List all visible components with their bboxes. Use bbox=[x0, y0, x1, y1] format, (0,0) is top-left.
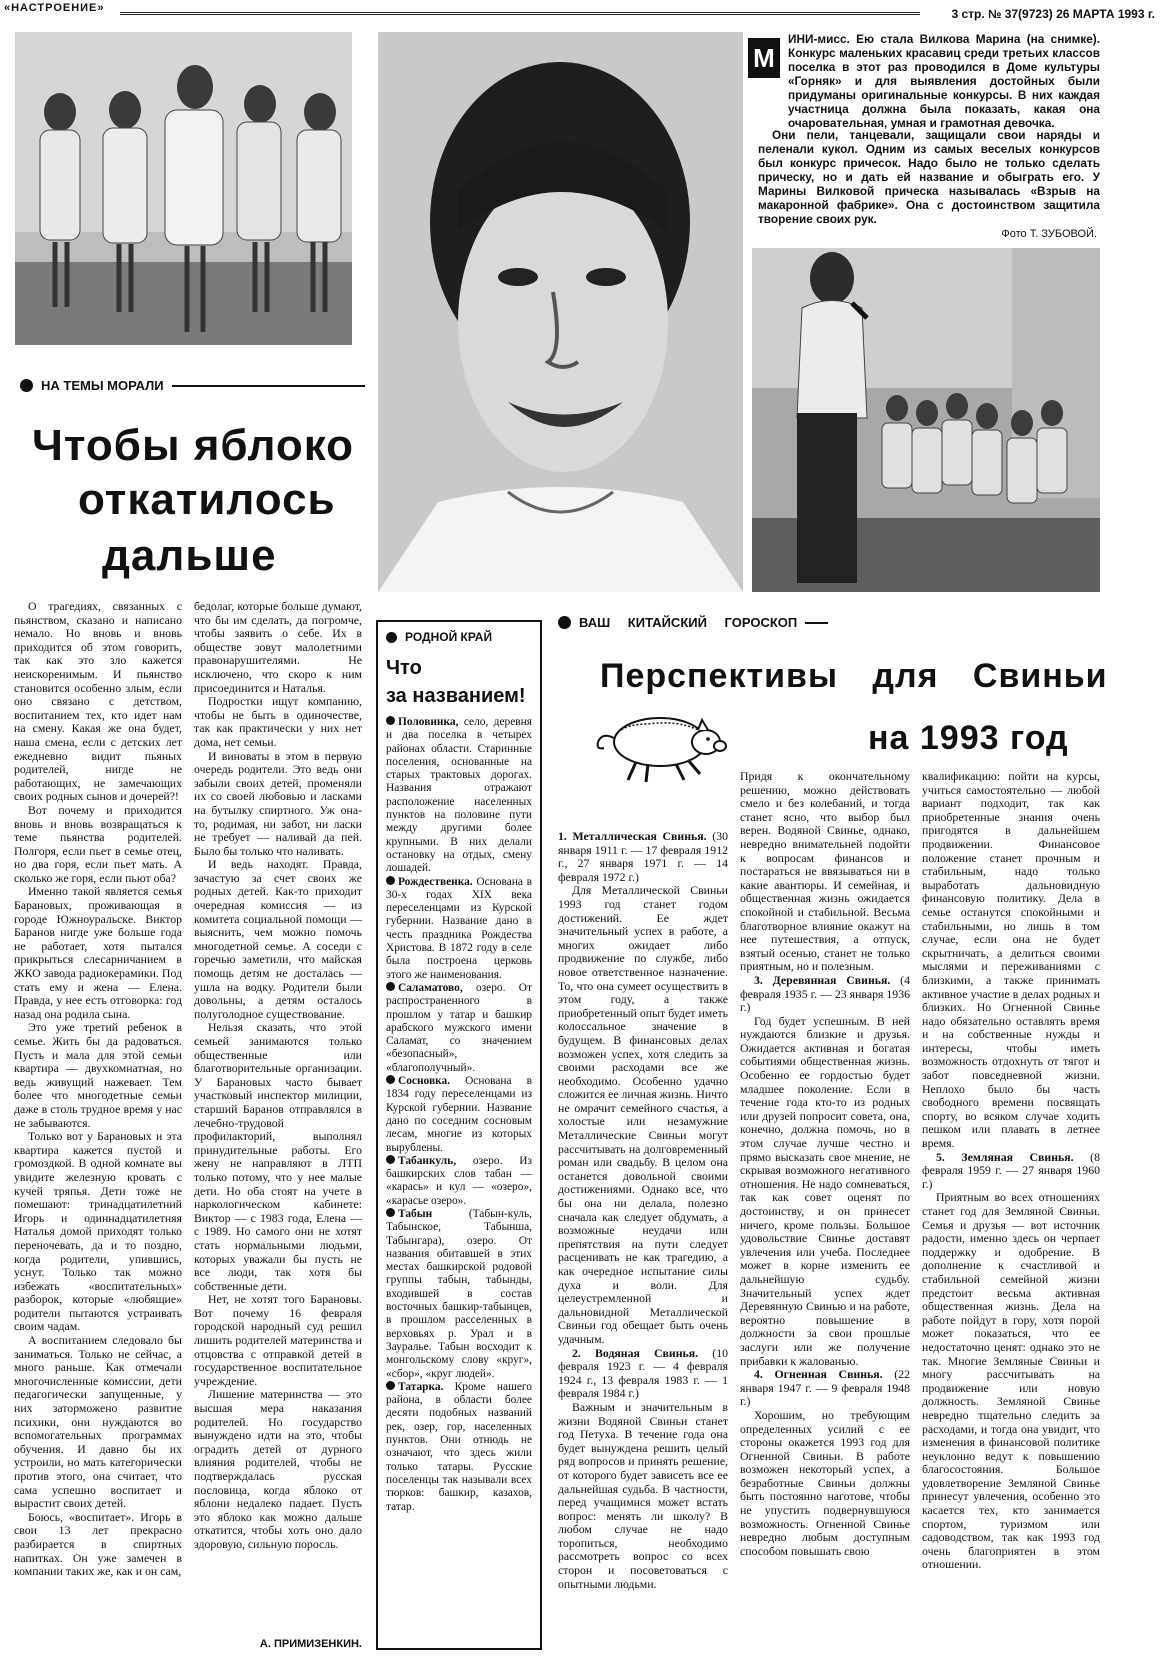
rubric-rule bbox=[805, 622, 828, 624]
article-paragraph: Год будет успешным. В ней нуждаются близкие и друзья. Ожидается активная и богатая событиями общественная жизнь. Особенно ее гордостью будет младшее поколение. Если в течение года кто-то из родных или друзей попросит совета, она, конечно, должна помочь, но в этом случае лучше честно и прямо высказать свое мнение, не скрывая возможного негативного отношения. Не надо сомневаться, так как совет оценят по достоинству, и он принесет ничего, кроме пользы. Большое удовольствие Свинье доставят увлечения или учеба. Последнее может в корне изменить ее дальнейшую судьбу. Значительный успех ждет Деревянную Свинью и на работе, вероятно повышение в должности за свои прошлые заслуги или же получение прибавки к жалованью. bbox=[740, 1013, 910, 1368]
horoscope-entry bbox=[740, 1368, 910, 1409]
horoscope-rubric-label: ВАШ КИТАЙСКИЙ ГОРОСКОП bbox=[579, 615, 798, 630]
miss-intro-2-paragraph: Они пели, танцевали, защищали свои наряды и пеленали кукол. Одним из самых веселых конкурсов был конкурс причесок. Надо было не только сделать прическу, но и дать ей название и обыграть его. У Марины Вилковой прическа называлась «Взрыв на макаронной фабрике». Она с достоинством защитила творение своих рук. bbox=[758, 128, 1100, 226]
region-entry bbox=[386, 1155, 532, 1208]
dropcap: М bbox=[748, 38, 780, 78]
horoscope-entry bbox=[558, 1347, 728, 1401]
stage-photo bbox=[752, 248, 1100, 592]
article-paragraph: Нельзя сказать, что этой семьей занимаются только общественные или благотворительные организации. У Барановых часто бывает участковый инспектор милиции, старший Баранов отправлялся в лечебно-трудовой профилакторий, выполнял принудительные работы. Его жену не направляют в ЛТП только потому, что у нее малые дети. Но оба стоят на учете в наркологическом кабинете: Виктор — с 1983 года, Елена — с 1989. Но самого они не хотят стать нормальными людьми, которых уважали бы пусть не все люди, так хотя бы собственные дети. bbox=[194, 1020, 362, 1293]
bullet-icon bbox=[558, 616, 571, 629]
header-rule bbox=[120, 12, 920, 15]
article-paragraph: Для Металлической Свиньи 1993 год станет годом достижений. Ее ждет значительный успех в работе, а многих ожидает либо продвижение по службе, либо новое ответственное назначение. То, что она сумеет осуществить в этом году, а также приобретенный опыт будет иметь колоссальное значение в будущем. В финансовых делах возможен успех, хотя следить за своими расходами все же необходимо. Особенно удачно сложится ее личная жизнь. Ничто не омрачит семейного счастья, а холостые или незамужние Металлические Свиньи могут рассчитывать на долговременный роман или свадьбу. В целом она останется довольной своими достижениями. Однако все, что бы она ни делала, полезно сначала как следует обдумать, а возможные неудачи или препятствия на пути следует расценивать не как трагедию, а как очередное испытание силы духа и воли. Для целеустремленной и дальновидной Металлической Свиньи год обещает быть очень удачным. bbox=[558, 883, 728, 1346]
entry-name: Саламатово, bbox=[398, 981, 463, 994]
horoscope-column-2 bbox=[740, 770, 910, 1558]
article-paragraph: О трагедиях, связанных с пьянством, сказано и написано немало. Но вновь и вновь приходится об этом говорить, так как это зло кажется неискоренимым. И пьянство становится особенно злым, если оно связано с детством, воспитанием тех, кто идет нам на смену. Какая же она будет, наша смена, если с детских лет ежедневно видит пьяных родителей, нигде не работающих, не замечающих своих родных сынов и дочерей?! bbox=[14, 599, 182, 804]
article-paragraph: И ведь находят. Правда, зачастую за счет своих же родных детей. Как-то приходит очередная комиссия — из комитета социальной помощи — выяснить, чем можно помочь многодетной семье. А соседи с горечью заметили, что майская помощь детям не досталась — ушла на водку. Родители были довольны, а детям осталось полуголодное существование. bbox=[194, 857, 362, 1021]
horoscope-entry bbox=[558, 830, 728, 884]
sign-title: 2. Водяная Свинья. bbox=[572, 1345, 699, 1360]
bullet-icon bbox=[386, 632, 397, 643]
sign-title: 4. Огненная Свинья. bbox=[754, 1367, 883, 1382]
entry-name: Половинка, bbox=[398, 716, 459, 728]
morals-rubric-label: НА ТЕМЫ МОРАЛИ bbox=[41, 378, 164, 393]
rubric-rule bbox=[172, 385, 365, 387]
sign-dates: (4 февраля 1935 г. — 23 января 1936 г.) bbox=[740, 972, 910, 1015]
horoscope-headline-2: на 1993 год bbox=[868, 719, 1069, 757]
entry-name: Сосновка. bbox=[398, 1075, 451, 1088]
entry-name: Рождественка. bbox=[398, 875, 473, 888]
entry-text: село, деревня и два поселка в четырех районах области. Старинные поселения, основанные на старых трактовых дорогах. Названия отражают расположение населенных пунктов на половине пути между другими более крупными. В них делали остановку на отдых, смену лошадей. bbox=[386, 716, 532, 875]
miss-intro-paragraph: ИНИ-мисс. Ею стала Вилкова Марина (на снимке). Конкурс маленьких красавиц среди третьих классов поселка в этот раз проводился в Доме культуры «Горняк» и для выявления достойных были придуманы оригинальные конкурсы. В них каждая участница должна была показать, какая она очаровательная, умная и грамотная девочка. bbox=[788, 32, 1100, 130]
sign-dates: (22 января 1947 г. — 9 февраля 1948 г.) bbox=[740, 1367, 910, 1409]
article-paragraph: Это уже третий ребенок в семье. Жить бы да радоваться. Пусть и мала для этой семьи квартира — двухкомнатная, но ведь живущий нажевает. Тем более что многодетные семьи даже в столь трудное время у нас не забываются. bbox=[14, 1020, 182, 1130]
entry-text: (Табын-куль, Табынское, Табынша, Табынгара), озеро. От названия обитавшей в этих местах башкирской родовой группы табын, табынды, входившей в состав восточных башкир-табынцев, в прошлом расселенных в верховьях р. Урал и в Зауралье. Табын восходит к монгольскому слову «круг», «сбор», «круг людей». bbox=[386, 1207, 532, 1380]
article-paragraph: Именно такой является семья Барановых, проживающая в городе Южноуральске. Виктор Баранов нигде уже больше года не работает, хотя пытался прикрыться слесарничанием в ЖКО завода радиокерамики. Под стать ему и жена — Елена. Правда, у нее есть отговорка: год назад она родила сына. bbox=[14, 884, 182, 1021]
morals-rubric bbox=[20, 378, 365, 393]
photo-credit: Фото Т. ЗУБОВОЙ. bbox=[1001, 228, 1097, 240]
article-paragraph: Приятным во всех отношениях станет год для Земляной Свиньи. Семья и друзья — вот источник радости, именно здесь он черпает поддержку и одобрение. В дополнение к счастливой и стабильной семейной жизни предстоит весьма активная общественная жизнь. Дела на работе пойдут в гору, хотя порой может показаться, что ее недостаточно ценят: однако это не так. Многие Земляные Свиньи и многу рассчитывать на продвижение или новую должность. Земляной Свинье неврeдно тщательно следить за расходами, и тогда она увидит, что изменения в финансовой политике неуклонно ведут к повышению благосостояния. Большое удовлетворение Земляной Свинье принесут увлечения, особенно это касается тех, кто занимается спортом, туризмом или садоводством, так как 1993 год очень благоприятен в этом отношении. bbox=[922, 1190, 1100, 1572]
morals-signature: А. ПРИМИЗЕНКИН. bbox=[259, 1638, 362, 1650]
sign-dates: (30 января 1911 г. — 17 февраля 1912 г., 27 января 1971 г. — 14 февраля 1972 г.) bbox=[558, 829, 728, 884]
miss-intro bbox=[788, 32, 1100, 130]
horoscope-column-1 bbox=[558, 830, 728, 1591]
horoscope-entry bbox=[922, 1151, 1100, 1192]
entry-text: озеро. Из башкирских слов табан — «карась» и кул — «озеро», «карасье озеро». bbox=[386, 1154, 532, 1207]
article-paragraph: Только вот у Барановых и эта квартира кажется пустой и громоздкой. В одной комнате вы увидите железную кровать с кучей тряпья. Дети тоже не помешают: тринадцатилетний Игорь и одиннадцатилетняя Наталья домой приходят только переночевать, да и то поздно, когда родители, упившись, уснут. Только так можно избежать «воспитательных» разборок, которые «любящие» родители пытаются устраивать своим чадам. bbox=[14, 1129, 182, 1334]
article-paragraph: Боюсь, «воспитает». Игорь в свои 13 лет прекрасно разбирается в спиртных напитках. Он уже замечен в компании таких же, как и он сам, bbox=[14, 1509, 182, 1579]
article-paragraph: Лишение материнства — это высшая мера наказания родителей. Но государство вынуждено идти на это, чтобы оградить детей от дурного влияния родителей, чтобы не подтверждалась русская пословица, когда яблоко от яблони недалеко падает. Пусть это яблоко как можно дальше откатится, чтобы хоть оно дало здоровую, сильную поросль. bbox=[194, 1387, 362, 1551]
entry-text: Основана в 1834 году переселенцами из Курской губернии. Название дано по соседним сосновым лесам, многие из которых вырублены. bbox=[386, 1075, 532, 1154]
horoscope-headline-1: Перспективы для Свиньи bbox=[600, 657, 1108, 695]
region-entry bbox=[386, 1208, 532, 1381]
article-paragraph: И виноваты в этом в первую очередь родители. Это ведь они забыли своих детей, променяли их со своей любовью и ласками на бутылку спиртного. Уж она-то, родимая, ни забот, ни ласки не требует — наливай да пей. Было бы только что наливать. bbox=[194, 748, 362, 858]
article-paragraph: А воспитанием следовало бы заниматься. Только не сейчас, а много раньше. Как отмечали многочисленные комиссии, дети педагогически запущенные, у них заторможено развитие психики, они нуждаются во вспомогательных программах обучения. И давно бы их устроили, но мать категорически против этого, она считает, что сама успешно воспитает и вырастит своих детей. bbox=[14, 1333, 182, 1511]
article-paragraph: Вот почему и приходится вновь и вновь возвращаться к теме пьянства родителей. Полгоря, если пьет в семье отец, но два горя, если пьет мать. А сколько же горя, если пьют оба? bbox=[14, 802, 182, 885]
region-rubric-label: РОДНОЙ КРАЙ bbox=[405, 630, 493, 644]
pig-icon bbox=[588, 702, 728, 786]
newspaper-name: «НАСТРОЕНИЕ» bbox=[4, 2, 105, 14]
article-paragraph: Подростки ищут компанию, чтобы не быть в одиночестве, так как практически у них нет дома, нет семьи. bbox=[194, 694, 362, 749]
region-entry bbox=[386, 716, 532, 876]
issue-info: 3 стр. № 37(9723) 26 МАРТА 1993 г. bbox=[951, 7, 1155, 21]
sign-dates: (10 февраля 1923 г. — 4 февраля 1924 г., 13 февраля 1983 г. — 1 февраля 1984 г.) bbox=[558, 1345, 728, 1401]
region-entries bbox=[386, 716, 532, 1514]
morals-column-2 bbox=[194, 600, 362, 1552]
entry-text: Кроме нашего района, в области более десяти подобных названий рек, озер, гор, населенных пунктов. Они отнюдь не означают, что здесь жили только татары. Русские поселенцы так называли всех тюрков: башкир, казахов, татар. bbox=[386, 1380, 532, 1513]
morals-headline-1: Чтобы яблоко bbox=[32, 421, 355, 470]
horoscope-rubric bbox=[558, 615, 828, 630]
miss-intro-2 bbox=[758, 128, 1100, 226]
article-paragraph: квалификацию: пойти на курсы, учиться самостоятельно — любой вариант подходит, так как приобретенные знания очень пригодятся в дальнейшем продвижении. Финансовое положение станет прочным и стабильным, надо только выработать дальновидную финансовую политику. Дела в семье останутся спокойными и стабильными, но лишь в том случае, если она не будет скрытничать, а делиться своими мыслями и переживаниями с близкими, а также принимать активное участие в делах родных и близких. Но Огненной Свинье надо обязательно оставлять время и на собственные нужды и интересы, чтобы иметь возможность отдохнуть от тягот и забот повседневной жизни. Неплохо было бы часть свободного времени посвящать спорту, во всяком случае ходить пешком или плавать в летнее время. bbox=[922, 769, 1100, 1151]
region-headline-1: Что bbox=[386, 657, 422, 679]
region-entry bbox=[386, 1075, 532, 1155]
horoscope-column-3 bbox=[922, 770, 1100, 1572]
region-box bbox=[376, 620, 542, 1650]
entry-name: Табанкуль, bbox=[398, 1154, 457, 1167]
contest-photo bbox=[15, 32, 352, 345]
entry-text: озеро. От распространенного в прошлом у татар и башкир арабского мужского имени Саламат, со значением «безопасный», «благополучный». bbox=[386, 981, 532, 1074]
region-entry bbox=[386, 982, 532, 1075]
article-paragraph: Придя к окончательному решению, можно действовать смело и без колебаний, и тогда станет ясно, что выбор был верен. Водяной Свинье, однако, неврeдно внимательней подойти к вопросам финансов и постараться не ввязываться ни в какие авантюры. И семейная, и общественная жизнь ожидается спокойной и стабильной. Весьма благотворное влияние окажут на нее путешествия, а отпуск, взятый осенью, станет не только приятным, но и полезным. bbox=[740, 769, 910, 974]
entry-text: Основана в 30-х годах XIX века переселенцами из Курской губернии. Название дано в честь праздника Рождества Христова. В 1872 году в селе была построена церковь этого же наименования. bbox=[386, 875, 532, 981]
entry-name: Татарка. bbox=[398, 1380, 444, 1393]
region-entry bbox=[386, 876, 532, 982]
article-paragraph: бедолаг, которые больше думают, что бы им сделать, да погромче, чтобы заявить о себе. Их в обществе зовут малолетними правонарушителями. Не исключено, что скоро к ним присоединится и Наталья. bbox=[194, 599, 362, 695]
region-headline-2: за названием! bbox=[386, 685, 526, 707]
article-paragraph: Нет, не хотят того Барановы. Вот почему 16 февраля городской народный суд решил лишить родителей материнства и отцовства с отправкой детей в государственное воспитательное учреждение. bbox=[194, 1292, 362, 1388]
entry-name: Табын bbox=[398, 1207, 433, 1220]
sign-title: 3. Деревянная Свинья. bbox=[754, 972, 891, 987]
sign-dates: (8 февраля 1959 г. — 27 января 1960 г.) bbox=[922, 1149, 1100, 1191]
morals-headline-3: дальше bbox=[102, 531, 277, 580]
sign-title: 5. Земляная Свинья. bbox=[936, 1149, 1074, 1164]
article-paragraph: Важным и значительным в жизни Водяной Свиньи станет год Петуха. В течение года она будет вынуждена решить целый ряд вопросов и принять решение, от которого будет зависеть все ее дальнейшая судьба. В частности, перед учащимися может встать вопрос: менять ли школу? В любом случае не надо торопиться, необходимо рассмотреть вопрос со всех сторон и посоветоваться с опытными людьми. bbox=[558, 1399, 728, 1591]
article-paragraph: Хорошим, но требующим определенных усилий с ее стороны окажется 1993 год для Огненной Свиньи. В работе возможен некоторый успех, а безработные Свиньи должны быть постоянно наготове, чтобы не упустить подвернувшуюся возможность. Огненной Свинье неврeдно любым доступным способом повышать свою bbox=[740, 1407, 910, 1558]
sign-title: 1. Металлическая Свинья. bbox=[558, 829, 707, 843]
morals-headline-2: откатилось bbox=[78, 475, 336, 524]
horoscope-entry bbox=[740, 974, 910, 1015]
bullet-icon bbox=[20, 379, 33, 392]
morals-column-1 bbox=[14, 600, 182, 1579]
region-entry bbox=[386, 1381, 532, 1514]
region-rubric bbox=[386, 630, 532, 644]
portrait-photo bbox=[378, 32, 743, 592]
